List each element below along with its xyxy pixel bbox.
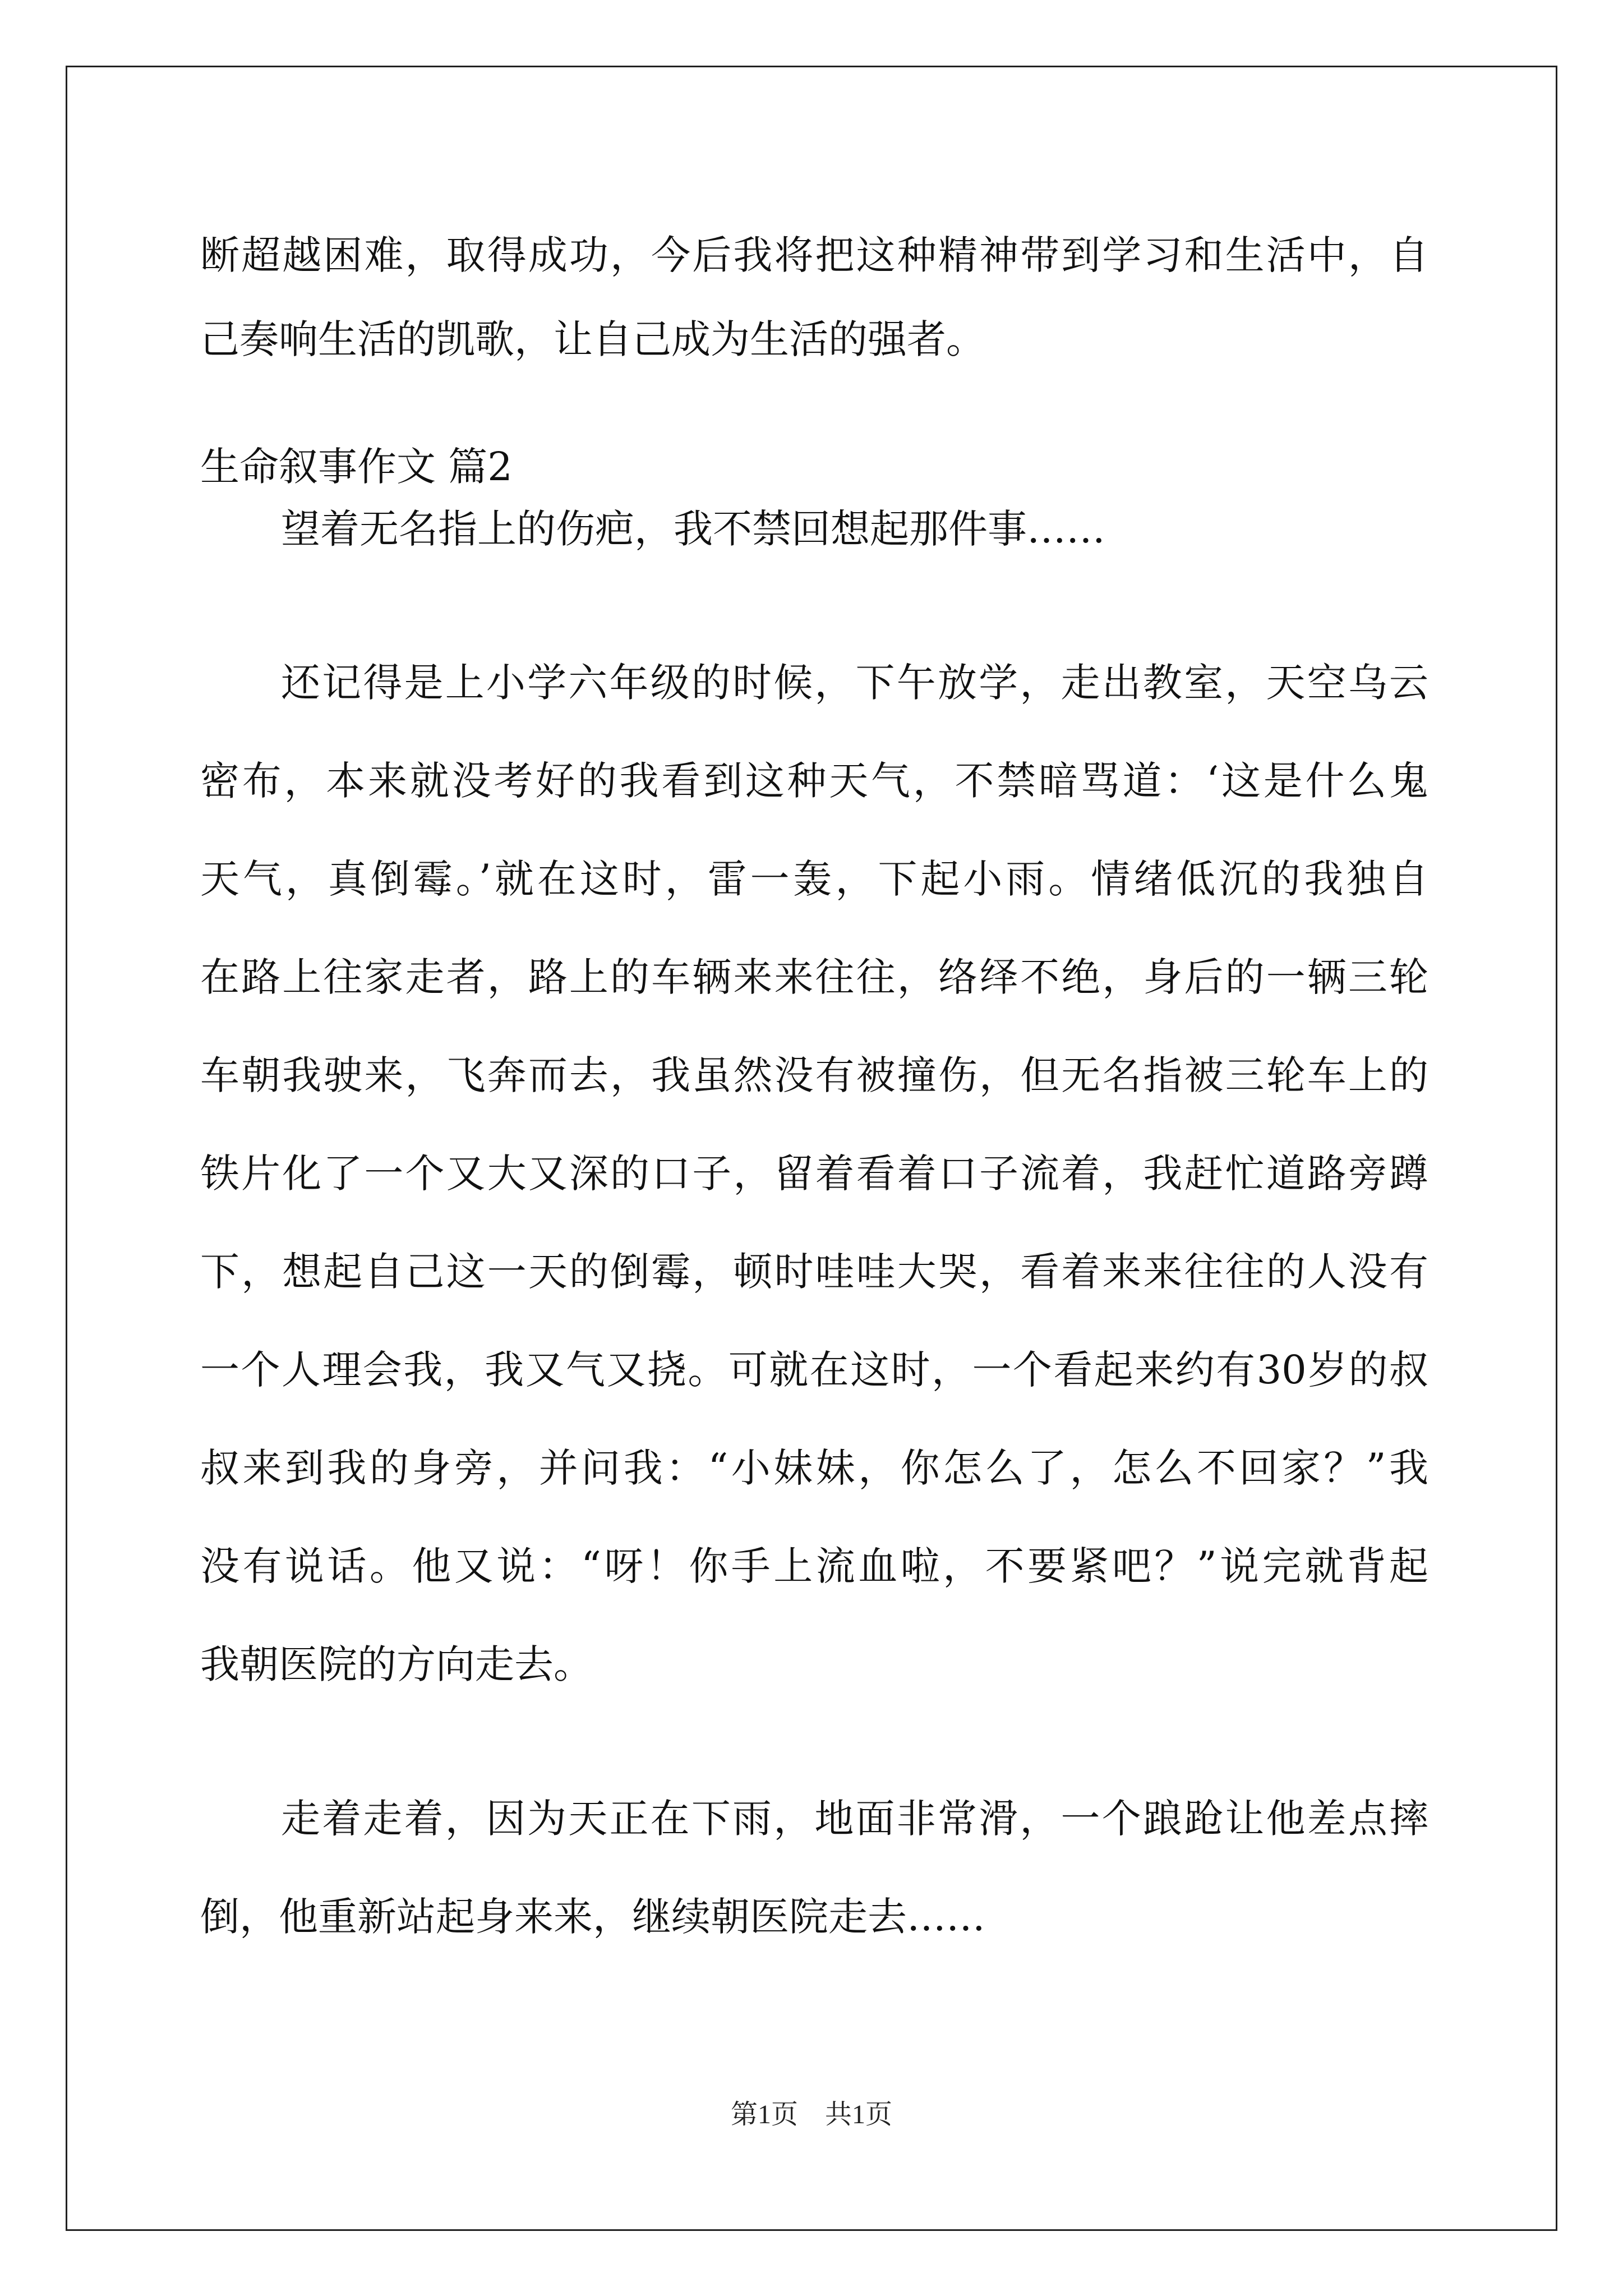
text-line: 没有说话。他又说：“呀！你手上流血啦，不要紧吧？”说完就背起 (200, 1543, 1428, 1589)
text-line: 叔来到我的身旁，并问我：“小妹妹，你怎么了，怎么不回家？”我 (200, 1445, 1428, 1491)
text-line: 望着无名指上的伤疤，我不禁回想起那件事…… (281, 506, 1105, 552)
text-line: 还记得是上小学六年级的时候，下午放学，走出教室，天空乌云 (281, 660, 1428, 706)
text-line: 倒，他重新站起身来来，继续朝医院走去…… (200, 1894, 985, 1940)
text-line: 下，想起自己这一天的倒霉，顿时哇哇大哭，看着来来往往的人没有 (200, 1249, 1428, 1295)
text-line: 在路上往家走者，路上的车辆来来往往，络绎不绝，身后的一辆三轮 (200, 954, 1428, 1000)
text-line: 天气，真倒霉。’就在这时，雷一轰，下起小雨。情绪低沉的我独自 (200, 856, 1428, 902)
text-line: 密布，本来就没考好的我看到这种天气，不禁暗骂道：‘这是什么鬼 (200, 758, 1428, 804)
text-line: 车朝我驶来，飞奔而去，我虽然没有被撞伤，但无名指被三轮车上的 (200, 1052, 1428, 1098)
text-line: 走着走着，因为天正在下雨，地面非常滑，一个踉跄让他差点摔 (281, 1796, 1428, 1842)
section-heading: 生命叙事作文 篇2 (200, 444, 513, 490)
text-line: 断超越困难，取得成功，今后我将把这种精神带到学习和生活中，自 (200, 232, 1428, 278)
text-line: 我朝医院的方向走去。 (200, 1641, 593, 1687)
text-line: 铁片化了一个又大又深的口子，留着看着口子流着，我赶忙道路旁蹲 (200, 1151, 1428, 1197)
page-number-footer: 第1页 共1页 (730, 2100, 892, 2129)
text-line: 一个人理会我，我又气又挠。可就在这时，一个看起来约有30岁的叔 (200, 1347, 1428, 1393)
text-line: 己奏响生活的凯歌，让自己成为生活的强者。 (200, 316, 985, 362)
